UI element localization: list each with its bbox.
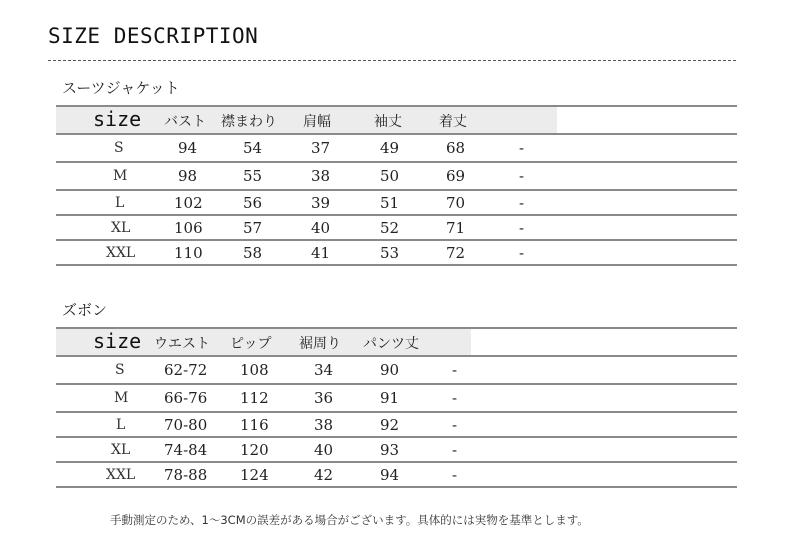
waist-cell: 66-76 [164, 389, 208, 407]
shoulder-cell: 40 [311, 218, 331, 237]
hip-cell: 124 [240, 465, 269, 484]
length-cell: 71 [446, 218, 466, 237]
pants-table-header [56, 327, 737, 355]
extra-cell: - [452, 361, 458, 379]
measurement-note: 手動測定のため、1〜3CMの誤差がある場合がございます。具体的には実物を基準とします。 [110, 513, 589, 527]
extra-cell: - [452, 440, 458, 459]
shoulder-cell: 37 [311, 139, 331, 157]
sleeve-cell: 51 [380, 193, 400, 212]
table-row [56, 355, 737, 383]
size-cell: M [113, 168, 128, 184]
waist-cell: 70-80 [164, 415, 208, 434]
header-length: 着丈 [439, 114, 467, 130]
hip-cell: 112 [240, 389, 269, 407]
table-row [56, 239, 737, 266]
title-divider [48, 60, 736, 61]
extra-cell: - [519, 243, 525, 262]
header-hem: 裾周り [299, 336, 341, 352]
jacket-table-header [56, 105, 737, 133]
collar-cell: 56 [243, 193, 263, 212]
bust-cell: 98 [178, 167, 198, 185]
page-title: SIZE DESCRIPTION [48, 24, 259, 48]
pants-length-cell: 92 [380, 415, 400, 434]
jacket-size-table [56, 105, 737, 266]
shoulder-cell: 38 [311, 167, 331, 185]
hem-cell: 36 [314, 389, 334, 407]
shoulder-cell: 41 [311, 243, 331, 262]
hem-cell: 34 [314, 361, 334, 379]
hip-cell: 120 [240, 440, 269, 459]
length-cell: 70 [446, 193, 466, 212]
bust-cell: 94 [178, 139, 198, 157]
header-size: size [93, 329, 142, 353]
pants-section-label: ズボン [62, 301, 108, 319]
header-bust: バスト [164, 114, 206, 130]
sleeve-cell: 49 [380, 139, 400, 157]
extra-cell: - [519, 193, 525, 212]
table-row [56, 436, 737, 461]
extra-cell: - [452, 389, 458, 407]
hem-cell: 40 [314, 440, 334, 459]
size-cell: M [114, 390, 129, 406]
length-cell: 72 [446, 243, 466, 262]
collar-cell: 54 [243, 139, 263, 157]
shoulder-cell: 39 [311, 193, 331, 212]
header-shoulder: 肩幅 [303, 114, 331, 130]
pants-length-cell: 90 [380, 361, 400, 379]
pants-size-table [56, 327, 737, 488]
length-cell: 68 [446, 139, 466, 157]
hem-cell: 42 [314, 465, 334, 484]
header-sleeve: 袖丈 [374, 114, 402, 130]
extra-cell: - [452, 415, 458, 434]
size-cell: XL [111, 219, 131, 236]
table-row [56, 461, 737, 488]
sleeve-cell: 50 [380, 167, 400, 185]
waist-cell: 78-88 [164, 465, 208, 484]
header-size: size [93, 107, 142, 131]
hip-cell: 108 [240, 361, 269, 379]
bust-cell: 102 [174, 193, 203, 212]
extra-cell: - [519, 167, 525, 185]
waist-cell: 74-84 [164, 440, 208, 459]
extra-cell: - [519, 139, 525, 157]
size-cell: XXL [106, 466, 136, 483]
extra-cell: - [452, 465, 458, 484]
extra-cell: - [519, 218, 525, 237]
collar-cell: 55 [243, 167, 263, 185]
hem-cell: 38 [314, 415, 334, 434]
length-cell: 69 [446, 167, 466, 185]
sleeve-cell: 52 [380, 218, 400, 237]
collar-cell: 57 [243, 218, 263, 237]
table-row [56, 133, 737, 161]
collar-cell: 58 [243, 243, 263, 262]
header-waist: ウエスト [154, 336, 210, 352]
hip-cell: 116 [240, 415, 269, 434]
waist-cell: 62-72 [164, 361, 208, 379]
pants-length-cell: 93 [380, 440, 400, 459]
size-cell: L [116, 416, 126, 433]
pants-length-cell: 91 [380, 389, 400, 407]
size-cell: S [114, 140, 124, 156]
size-cell: XL [111, 441, 131, 458]
table-row [56, 189, 737, 214]
header-collar: 襟まわり [221, 114, 277, 130]
header-hip: ピップ [230, 336, 272, 352]
jacket-section-label: スーツジャケット [62, 79, 180, 97]
header-pants-length: パンツ丈 [363, 336, 419, 352]
table-row [56, 161, 737, 189]
table-row [56, 383, 737, 411]
bust-cell: 110 [174, 243, 203, 262]
pants-length-cell: 94 [380, 465, 400, 484]
size-cell: S [115, 362, 125, 378]
size-cell: L [115, 194, 125, 211]
sleeve-cell: 53 [380, 243, 400, 262]
size-cell: XXL [106, 244, 136, 261]
table-row [56, 411, 737, 436]
bust-cell: 106 [174, 218, 203, 237]
table-row [56, 214, 737, 239]
